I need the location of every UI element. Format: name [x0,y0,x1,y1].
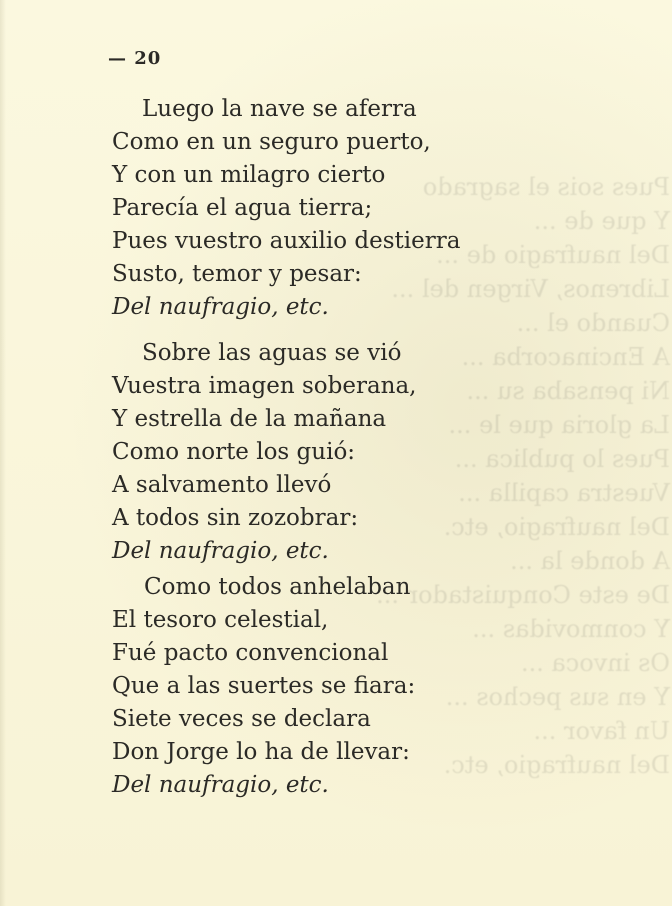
verse-line: Luego la nave se aferra [142,96,417,122]
verse-line: A salvamento llevó [112,472,332,498]
stanza-3 [112,571,492,802]
verse-line: A todos sin zozobrar: [112,505,359,531]
verse-line: Y estrella de la mañana [112,406,387,432]
stanza-1 [112,93,492,324]
verse-line: El tesoro celestial, [112,607,329,633]
verse-line: Como norte los guió: [112,439,356,465]
verse-line: Fué pacto convencional [112,640,389,666]
verse-line: Como en un seguro puerto, [112,129,431,155]
verse-line: Como todos anhelaban [144,574,411,600]
page-edge-shadow [0,0,6,906]
verse-line: Y con un milagro cierto [112,162,386,188]
verse-line: Siete veces se declara [112,706,371,732]
page-number: — 20 [108,48,162,69]
verse-line: Que a las suertes se fiara: [112,673,416,699]
refrain-line: Del naufragio, etc. [112,294,329,320]
verse-line: Parecía el agua tierra; [112,195,373,221]
bleed-through-text: Pues sois el sagrado Y que de ... Del naufragio de ... Librenos, Virgen del ... Cuando el ... A Encinacorba ... Ni pensaba su ... La gloria que le ... Pues lo publica ... Vuestra capilla ... Del naufragio, etc. A donde la ... De este Conquistador ... Y conmovidas ... Os invoca ... Y en sus pechos ... Un favor ... Del naufragio, etc. [376,173,670,779]
verse-line: Don Jorge lo ha de llevar: [112,739,410,765]
verse-line: Sobre las aguas se vió [142,340,402,366]
verse-line: Susto, temor y pesar: [112,261,362,287]
refrain-line: Del naufragio, etc. [112,538,329,564]
refrain-line: Del naufragio, etc. [112,772,329,798]
verse-line: Vuestra imagen soberana, [112,373,417,399]
verse-line: Pues vuestro auxilio destierra [112,228,461,254]
stanza-2 [112,337,492,568]
